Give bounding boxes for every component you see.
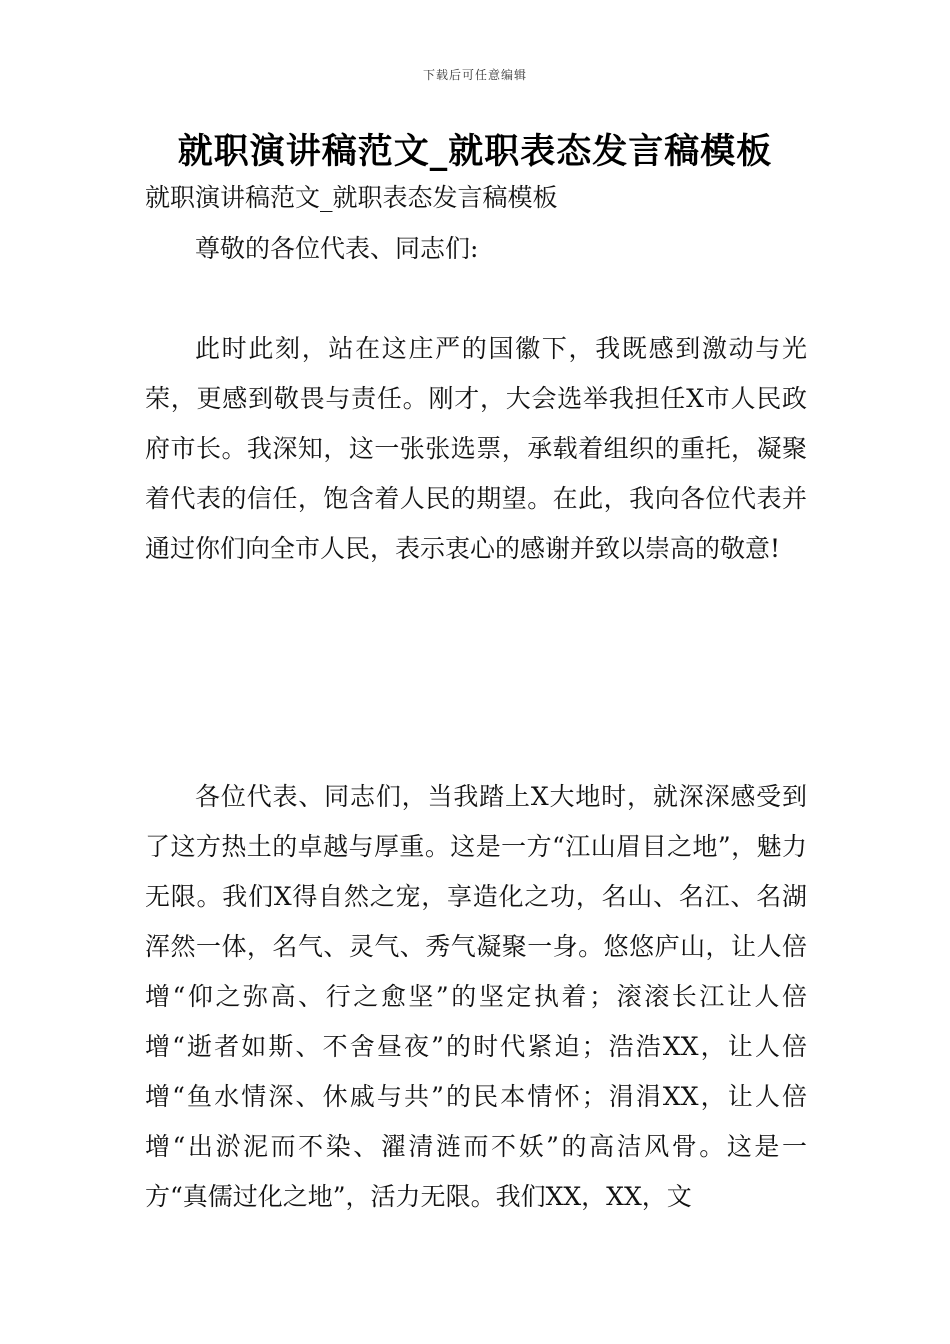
document-title: 就职演讲稿范文_就职表态发言稿模板 <box>177 132 773 172</box>
header-note: 下载后可任意编辑 <box>422 68 527 82</box>
paragraph-1: 此时此刻，站在这庄严的国徽下，我既感到激动与光荣，更感到敬畏与责任。刚才，大会选举我担任X市人民政府市长。我深知，这一张张选票，承载着组织的重托，凝聚着代表的信任，饱含着人民的期望。在此，我向各位代表并通过你们向全市人民，表示衷心的感谢并致以崇高的敬意! <box>145 334 807 563</box>
paragraph-2: 各位代表、同志们，当我踏上X大地时，就深深感受到了这方热土的卓越与厚重。这是一方“江山眉目之地”，魅力无限。我们X得自然之宠，享造化之功，名山、名江、名湖浑然一体，名气、灵气、秀气凝聚一身。悠悠庐山，让人倍增“仰之弥高、行之愈坚”的坚定执着；滚滚长江让人倍增“逝者如斯、不舍昼夜”的时代紧迫；浩浩XX，让人倍增“鱼水情深、休戚与共”的民本情怀；涓涓XX，让人倍增“出淤泥而不染、濯清涟而不妖”的高洁风骨。这是一方“真儒过化之地”，活力无限。我们XX，XX，文 <box>145 782 807 1211</box>
document-subtitle: 就职演讲稿范文_就职表态发言稿模板 <box>145 183 558 212</box>
salutation: 尊敬的各位代表、同志们: <box>195 234 479 263</box>
